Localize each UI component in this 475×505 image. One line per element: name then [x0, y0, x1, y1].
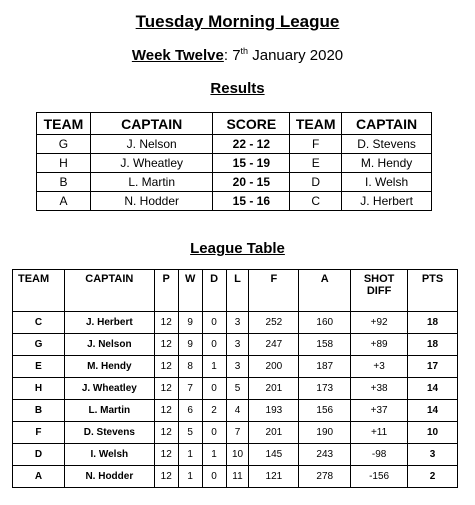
results-cell: M. Hendy — [342, 154, 432, 173]
league-header-cell: F — [249, 270, 299, 312]
results-cell: 15 - 16 — [213, 192, 290, 211]
league-cell: 18 — [408, 334, 458, 356]
league-header-cell: W — [178, 270, 202, 312]
league-header-cell: TEAM — [13, 270, 65, 312]
league-header-cell: SHOT DIFF — [351, 270, 408, 312]
league-cell: 145 — [249, 444, 299, 466]
league-cell: 2 — [408, 466, 458, 488]
league-cell: 12 — [154, 466, 178, 488]
league-cell: 121 — [249, 466, 299, 488]
results-header-cell: TEAM — [290, 113, 342, 135]
league-cell: +38 — [351, 378, 408, 400]
results-cell: A — [37, 192, 91, 211]
league-cell: -156 — [351, 466, 408, 488]
league-cell: 12 — [154, 444, 178, 466]
results-row — [37, 135, 432, 154]
results-heading: Results — [210, 80, 265, 97]
league-cell: 193 — [249, 400, 299, 422]
league-cell: 18 — [408, 312, 458, 334]
results-cell: 20 - 15 — [213, 173, 290, 192]
league-cell: J. Wheatley — [64, 378, 154, 400]
page-title: Tuesday Morning League — [135, 12, 340, 31]
league-header-cell: P — [154, 270, 178, 312]
league-cell: -98 — [351, 444, 408, 466]
league-row — [13, 422, 458, 444]
league-cell: L. Martin — [64, 400, 154, 422]
league-cell: A — [13, 466, 65, 488]
league-cell: 12 — [154, 356, 178, 378]
league-cell: 173 — [299, 378, 351, 400]
league-cell: 243 — [299, 444, 351, 466]
league-cell: 190 — [299, 422, 351, 444]
results-header-cell: TEAM — [37, 113, 91, 135]
results-cell: D — [290, 173, 342, 192]
results-cell: 15 - 19 — [213, 154, 290, 173]
league-cell: 5 — [178, 422, 202, 444]
league-header-cell: L — [226, 270, 249, 312]
league-cell: 0 — [202, 334, 226, 356]
league-table-heading: League Table — [190, 240, 285, 257]
results-cell: F — [290, 135, 342, 154]
league-cell: 3 — [226, 356, 249, 378]
league-cell: D. Stevens — [64, 422, 154, 444]
league-cell: 0 — [202, 422, 226, 444]
league-cell: D — [13, 444, 65, 466]
results-cell: L. Martin — [90, 173, 213, 192]
league-cell: 247 — [249, 334, 299, 356]
results-cell: N. Hodder — [90, 192, 213, 211]
results-cell: J. Wheatley — [90, 154, 213, 173]
league-cell: J. Nelson — [64, 334, 154, 356]
league-cell: +11 — [351, 422, 408, 444]
league-cell: 1 — [202, 356, 226, 378]
results-cell: C — [290, 192, 342, 211]
league-cell: +92 — [351, 312, 408, 334]
league-row — [13, 400, 458, 422]
league-cell: 9 — [178, 334, 202, 356]
league-cell: 2 — [202, 400, 226, 422]
results-cell: 22 - 12 — [213, 135, 290, 154]
league-cell: 12 — [154, 334, 178, 356]
league-cell: 0 — [202, 378, 226, 400]
results-header-row — [37, 113, 432, 135]
league-cell: 4 — [226, 400, 249, 422]
league-header-cell: A — [299, 270, 351, 312]
league-row — [13, 334, 458, 356]
league-cell: 10 — [226, 444, 249, 466]
league-cell: +37 — [351, 400, 408, 422]
league-cell: C — [13, 312, 65, 334]
league-row — [13, 312, 458, 334]
league-cell: 252 — [249, 312, 299, 334]
league-cell: 7 — [226, 422, 249, 444]
league-cell: H — [13, 378, 65, 400]
league-cell: 3 — [226, 312, 249, 334]
league-cell: 7 — [178, 378, 202, 400]
league-cell: 14 — [408, 378, 458, 400]
results-header-cell: CAPTAIN — [342, 113, 432, 135]
league-cell: +3 — [351, 356, 408, 378]
results-cell: G — [37, 135, 91, 154]
league-cell: J. Herbert — [64, 312, 154, 334]
date-ordinal: th — [240, 46, 249, 56]
league-cell: 12 — [154, 400, 178, 422]
results-header-cell: CAPTAIN — [90, 113, 213, 135]
league-cell: I. Welsh — [64, 444, 154, 466]
league-cell: 156 — [299, 400, 351, 422]
league-cell: 0 — [202, 466, 226, 488]
league-cell: M. Hendy — [64, 356, 154, 378]
league-cell: 1 — [178, 444, 202, 466]
league-cell: 201 — [249, 422, 299, 444]
league-cell: 1 — [202, 444, 226, 466]
league-cell: G — [13, 334, 65, 356]
league-cell: +89 — [351, 334, 408, 356]
league-cell: 12 — [154, 378, 178, 400]
league-table — [12, 269, 458, 488]
league-cell: 11 — [226, 466, 249, 488]
league-header-cell: D — [202, 270, 226, 312]
league-cell: 3 — [226, 334, 249, 356]
league-cell: 160 — [299, 312, 351, 334]
results-cell: H — [37, 154, 91, 173]
league-cell: 200 — [249, 356, 299, 378]
league-header-cell: CAPTAIN — [64, 270, 154, 312]
league-row — [13, 466, 458, 488]
league-row — [13, 378, 458, 400]
league-header-row — [13, 270, 458, 312]
week-date-line — [0, 46, 475, 64]
league-cell: 17 — [408, 356, 458, 378]
date-prefix: : 7 — [223, 47, 241, 64]
league-row — [13, 444, 458, 466]
league-cell: B — [13, 400, 65, 422]
league-cell: 10 — [408, 422, 458, 444]
league-cell: 8 — [178, 356, 202, 378]
results-row — [37, 192, 432, 211]
results-cell: J. Herbert — [342, 192, 432, 211]
week-label: Week Twelve — [131, 47, 224, 64]
league-cell: 12 — [154, 422, 178, 444]
league-cell: 278 — [299, 466, 351, 488]
league-cell: 12 — [154, 312, 178, 334]
league-cell: 187 — [299, 356, 351, 378]
results-cell: B — [37, 173, 91, 192]
league-cell: 158 — [299, 334, 351, 356]
date-suffix: January 2020 — [248, 47, 344, 64]
league-row — [13, 356, 458, 378]
league-cell: N. Hodder — [64, 466, 154, 488]
results-cell: D. Stevens — [342, 135, 432, 154]
league-cell: F — [13, 422, 65, 444]
league-cell: 5 — [226, 378, 249, 400]
results-header-cell: SCORE — [213, 113, 290, 135]
league-cell: 0 — [202, 312, 226, 334]
results-row — [37, 154, 432, 173]
results-cell: I. Welsh — [342, 173, 432, 192]
league-cell: 201 — [249, 378, 299, 400]
league-cell: 3 — [408, 444, 458, 466]
league-header-cell: PTS — [408, 270, 458, 312]
results-row — [37, 173, 432, 192]
league-cell: E — [13, 356, 65, 378]
results-cell: J. Nelson — [90, 135, 213, 154]
league-cell: 6 — [178, 400, 202, 422]
league-cell: 14 — [408, 400, 458, 422]
league-cell: 9 — [178, 312, 202, 334]
league-cell: 1 — [178, 466, 202, 488]
results-table — [36, 112, 432, 211]
results-cell: E — [290, 154, 342, 173]
